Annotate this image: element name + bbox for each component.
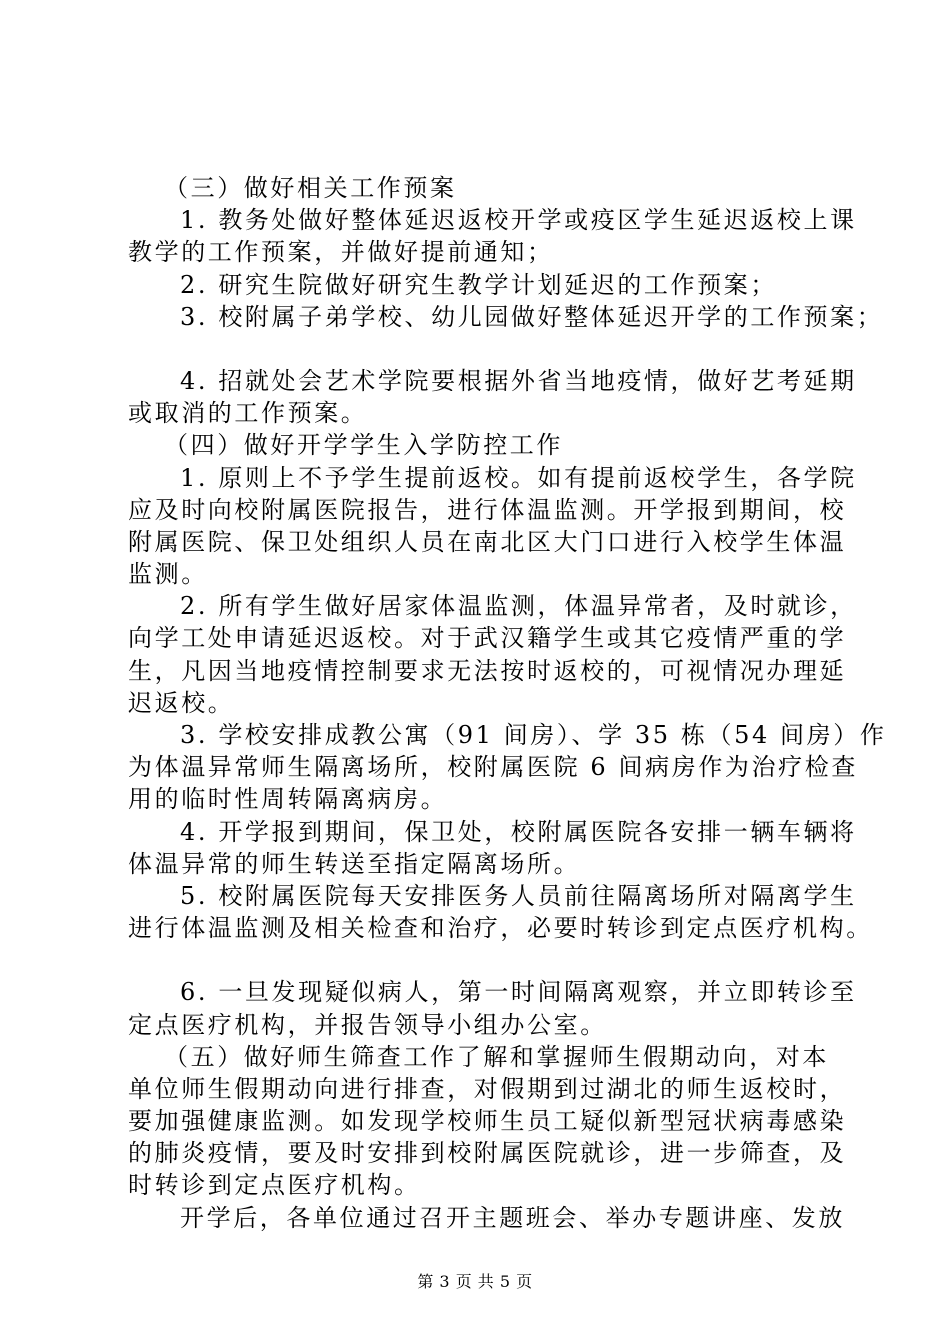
paragraph-line: 附属医院、保卫处组织人员在南北区大门口进行入校学生体温: [128, 527, 847, 556]
paragraph-line: 4. 招就处会艺术学院要根据外省当地疫情，做好艺考延期: [180, 366, 857, 395]
paragraph-line: 定点医疗机构，并报告领导小组办公室。: [128, 1010, 607, 1039]
paragraph-line: 向学工处申请延迟返校。对于武汉籍学生或其它疫情严重的学: [128, 624, 847, 653]
paragraph-line: 3. 校附属子弟学校、幼儿园做好整体延迟开学的工作预案；: [180, 302, 884, 331]
paragraph-line: 1. 教务处做好整体延迟返校开学或疫区学生延迟返校上课: [180, 206, 857, 235]
page-number-footer: 第 3 页 共 5 页: [417, 1272, 533, 1291]
paragraph-line: 要加强健康监测。如发现学校师生员工疑似新型冠状病毒感染: [128, 1107, 847, 1136]
paragraph-line: 生，凡因当地疫情控制要求无法按时返校的，可视情况办理延: [128, 656, 847, 685]
paragraph-line: 5. 校附属医院每天安排医务人员前往隔离场所对隔离学生: [180, 881, 857, 910]
paragraph-line: 的肺炎疫情，要及时安排到校附属医院就诊，进一步筛查，及: [128, 1139, 847, 1168]
paragraph-line: 应及时向校附属医院报告，进行体温监测。开学报到期间，校: [128, 495, 847, 524]
paragraph-line: 2. 所有学生做好居家体温监测，体温异常者，及时就诊，: [180, 592, 857, 621]
paragraph-line: 4. 开学报到期间，保卫处，校附属医院各安排一辆车辆将: [180, 817, 857, 846]
paragraph-line: 6. 一旦发现疑似病人，第一时间隔离观察，并立即转诊至: [180, 978, 857, 1007]
paragraph-line: 迟返校。: [128, 688, 235, 717]
paragraph-line: 1. 原则上不予学生提前返校。如有提前返校学生，各学院: [180, 463, 857, 492]
paragraph-line: 时转诊到定点医疗机构。: [128, 1171, 421, 1200]
paragraph-line: 或取消的工作预案。: [128, 399, 368, 428]
paragraph-gap: [128, 944, 836, 976]
paragraph-line: 体温异常的师生转送至指定隔离场所。: [128, 849, 581, 878]
paragraph-line: 开学后，各单位通过召开主题班会、举办专题讲座、发放: [180, 1203, 845, 1232]
paragraph-line: 2. 研究生院做好研究生教学计划延迟的工作预案；: [180, 270, 777, 299]
paragraph-line: 3. 学校安排成教公寓（91 间房）、学 35 栋（54 间房）作: [180, 721, 887, 749]
paragraph-line: 教学的工作预案，并做好提前通知；: [128, 238, 554, 267]
paragraph-line: 监测。: [128, 560, 208, 589]
paragraph-line: 为体温异常师生隔离场所，校附属医院 6 间病房作为治疗检查: [128, 753, 858, 782]
paragraph-line: 进行体温监测及相关检查和治疗，必要时转诊到定点医疗机构。: [128, 914, 873, 943]
paragraph-line: 单位师生假期动向进行排查，对假期到过湖北的师生返校时，: [128, 1074, 847, 1103]
section-heading-4: （四）做好开学学生入学防控工作: [164, 431, 563, 460]
paragraph-gap: [128, 333, 836, 365]
section-heading-3: （三）做好相关工作预案: [164, 174, 457, 202]
document-body: [128, 172, 887, 1234]
section-heading-5: （五）做好师生筛查工作了解和掌握师生假期动向，对本: [164, 1042, 829, 1071]
paragraph-line: 用的临时性周转隔离病房。: [128, 785, 448, 814]
